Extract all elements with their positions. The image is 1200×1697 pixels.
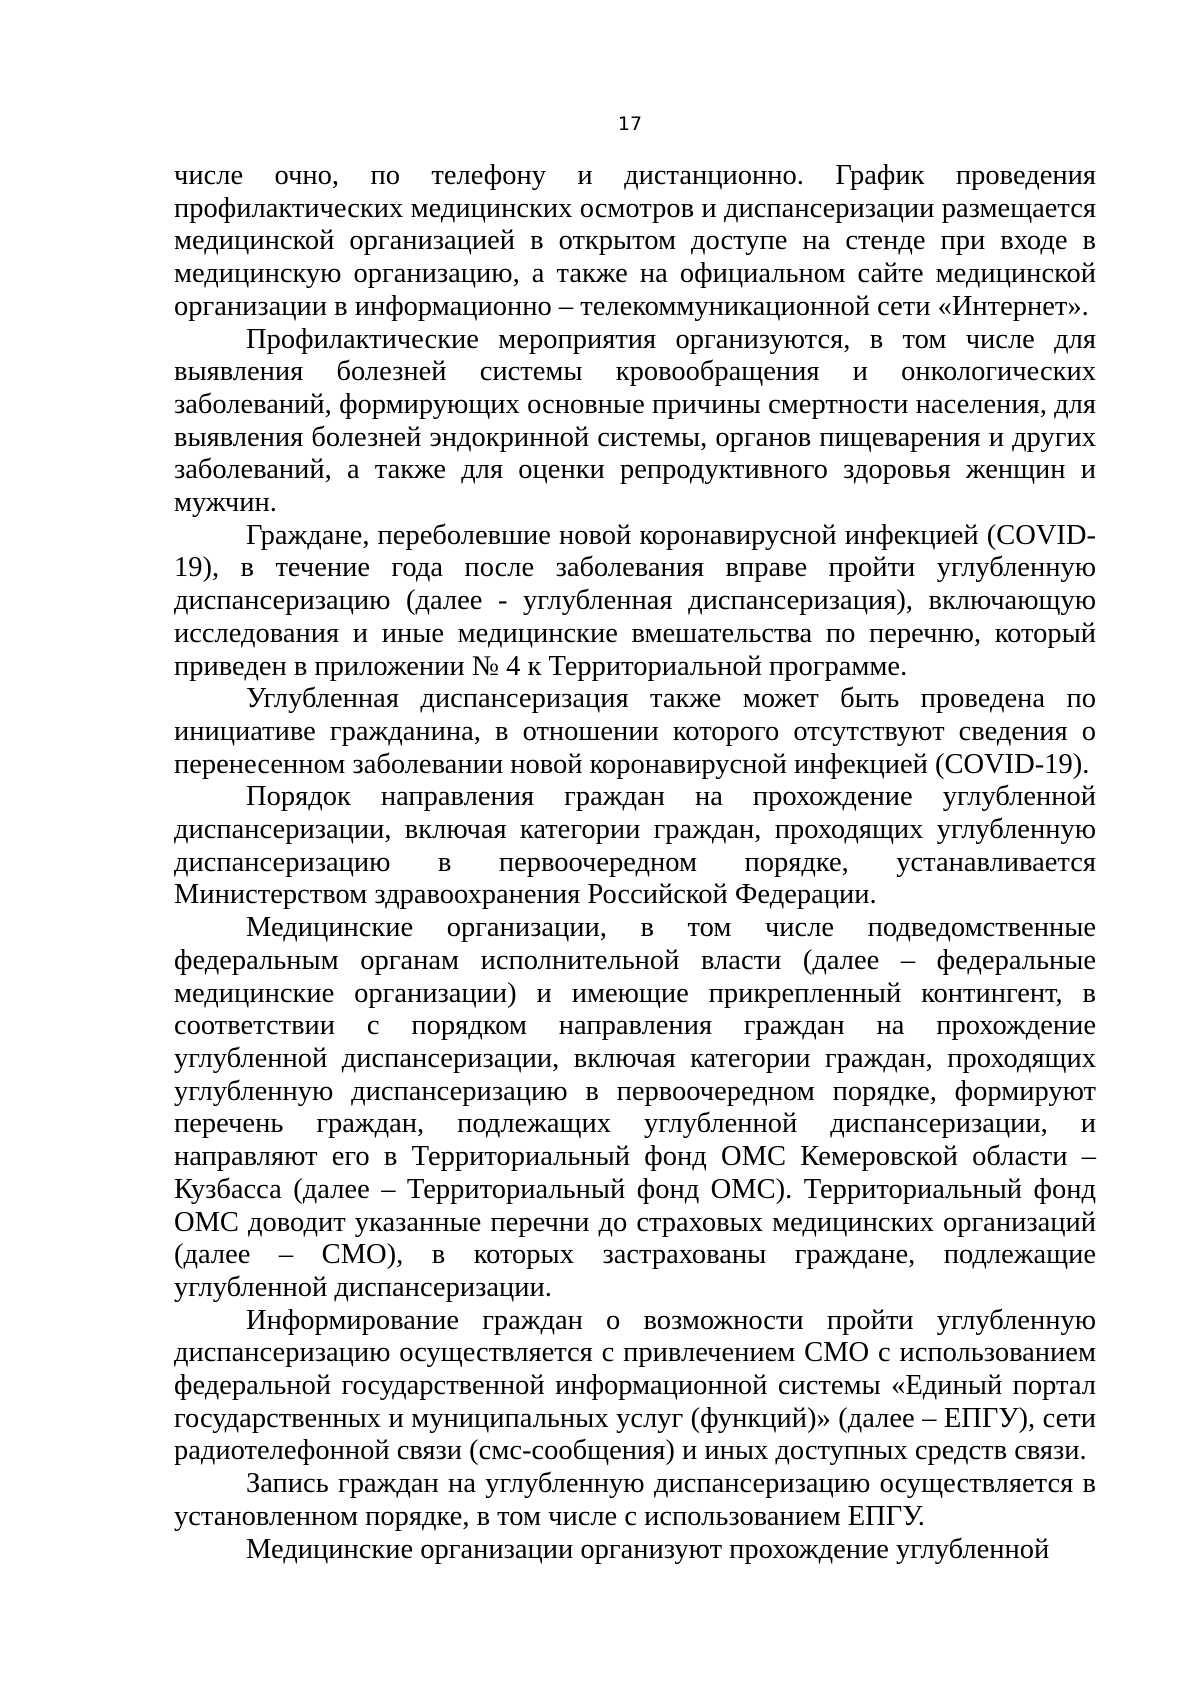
- paragraph-initiative: Углубленная диспансеризация также может быть проведена по инициативе гражданина, в отношении которого отсутствуют сведения о перенесенном заболевании новой коронавирусной инфекцией (COVID-19).: [174, 683, 1096, 780]
- paragraph-preventive-measures: Профилактические мероприятия организуются, в том числе для выявления болезней системы кровообращения и онкологических заболеваний, формирующих основные причины смертности населения, для выявления болезней эндокринной системы, органов пищеварения и других заболеваний, а также для оценки репродуктивного здоровья женщин и мужчин.: [174, 323, 1096, 519]
- paragraph-organization-start: Медицинские организации организуют прохождение углубленной: [246, 1533, 1050, 1565]
- paragraph-medical-organizations: Медицинские организации, в том числе подведомственные федеральным органам исполнительной власти (далее – федеральные медицинские организации) и имеющие прикрепленный контингент, в соответствии с порядком направления граждан на прохождение углубленной диспансеризации, включая категории граждан, проходящих углубленную диспансеризацию в первоочередном порядке, формируют перечень граждан, подлежащих углубленной диспансеризации, и направляют его в Территориальный фонд ОМС Кемеровской области – Кузбасса (далее – Территориальный фонд ОМС). Территориальный фонд ОМС доводит указанные перечни до страховых медицинских организаций (далее – СМО), в которых застрахованы граждане, подлежащие углубленной диспансеризации.: [174, 912, 1096, 1303]
- paragraph-covid-citizens: Граждане, переболевшие новой коронавирусной инфекцией (COVID-19), в течение года после заболевания вправе пройти углубленную диспансеризацию (далее - углубленная диспансеризация), включающую исследования и иные медицинские вмешательства по перечню, который приведен в приложении № 4 к Территориальной программе.: [174, 519, 1096, 682]
- page-body: [174, 160, 1096, 1566]
- page-number: 17: [617, 113, 643, 135]
- paragraph-informing: Информирование граждан о возможности пройти углубленную диспансеризацию осуществляется с привлечением СМО с использованием федеральной государственной информационной системы «Единый портал государственных и муниципальных услуг (функций)» (далее – ЕПГУ), сети радиотелефонной связи (смс-сообщения) и иных доступных средств связи.: [174, 1304, 1096, 1467]
- paragraph-continuation: числе очно, по телефону и дистанционно. График проведения профилактических медицинских осмотров и диспансеризации размещается медицинской организацией в открытом доступе на стенде при входе в медицинскую организацию, а также на официальном сайте медицинской организации в информационно – телекоммуникационной сети «Интернет».: [174, 160, 1096, 322]
- paragraph-registration: Запись граждан на углубленную диспансеризацию осуществляется в установленном порядке, в том числе с использованием ЕПГУ.: [174, 1468, 1096, 1532]
- paragraph-referral-order: Порядок направления граждан на прохождение углубленной диспансеризации, включая категории граждан, проходящих углубленную диспансеризацию в первоочередном порядке, устанавливается Министерством здравоохранения Российской Федерации.: [174, 781, 1096, 911]
